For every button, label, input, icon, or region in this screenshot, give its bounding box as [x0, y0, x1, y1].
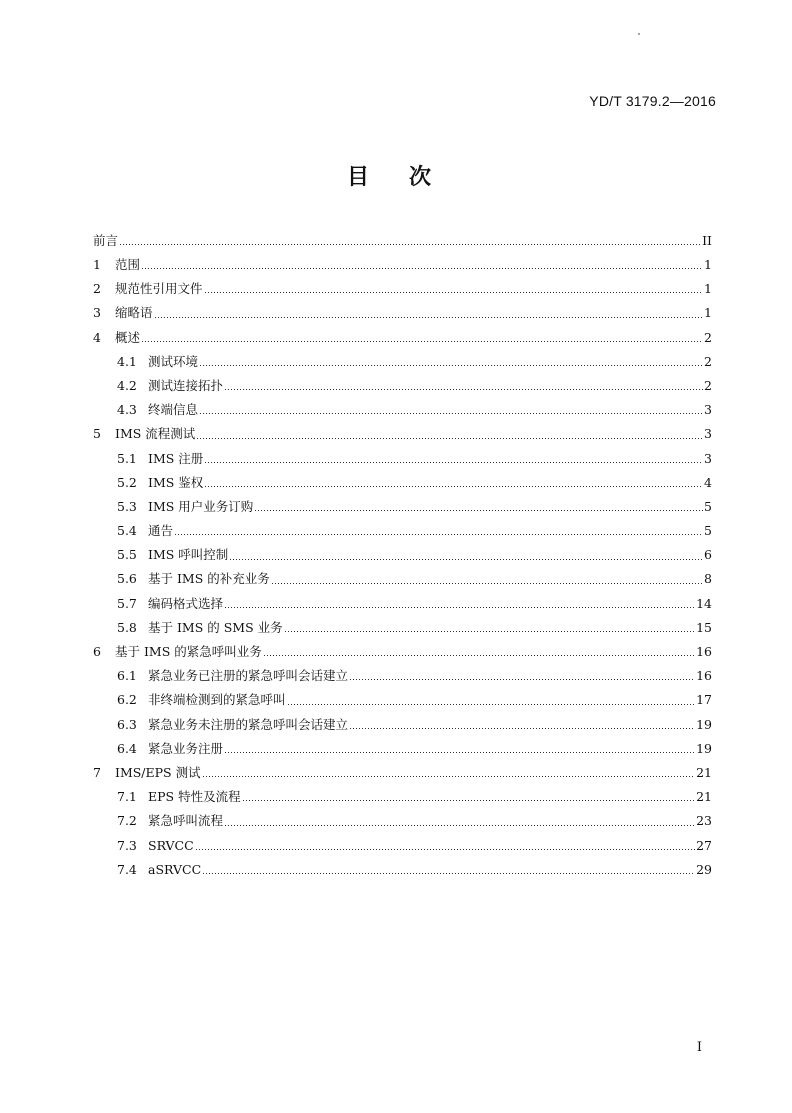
toc-entry-label: 非终端检测到的紧急呼叫 [148, 692, 286, 708]
toc-entry-label: 范围 [115, 257, 141, 273]
dot-leader [202, 767, 696, 779]
toc-entry-number: 4 [93, 329, 101, 345]
toc-entry-number: 7.3 [117, 837, 137, 853]
toc-entry-label: 概述 [115, 329, 141, 345]
toc-entry-label: EPS 特性及流程 [148, 789, 241, 805]
toc-entry[interactable] [93, 689, 712, 713]
toc-entry-number: 5.7 [117, 595, 137, 611]
toc-entry-page: 19 [696, 716, 712, 732]
dot-leader [224, 743, 695, 755]
dot-leader [141, 259, 703, 271]
toc-entry[interactable] [93, 785, 712, 809]
toc-entry-number: 2 [93, 281, 101, 297]
dot-leader [254, 501, 703, 513]
toc-entry[interactable] [93, 664, 712, 688]
toc-entry-number: 5.2 [117, 474, 137, 490]
toc-entry[interactable] [93, 737, 712, 761]
scan-speck [638, 33, 640, 35]
toc-entry-number: 7 [93, 764, 101, 780]
dot-leader [204, 283, 703, 295]
toc-entry-label: 基于 IMS 的补充业务 [148, 571, 270, 587]
toc-entry[interactable] [93, 519, 712, 543]
toc-entry-page: 2 [704, 377, 712, 393]
toc-entry[interactable] [93, 398, 712, 422]
toc-entry-number: 6.1 [117, 668, 137, 684]
dot-leader [199, 404, 703, 416]
toc-entry-page: 1 [704, 257, 712, 273]
toc-entry-label: IMS/EPS 测试 [115, 764, 201, 780]
dot-leader [349, 719, 695, 731]
toc-entry[interactable] [93, 761, 712, 785]
toc-entry-page: 21 [696, 764, 712, 780]
toc-entry-number: 4.1 [117, 353, 137, 369]
toc-entry-page: 16 [696, 668, 712, 684]
toc-entry[interactable] [93, 277, 712, 301]
dot-leader [224, 598, 695, 610]
dot-leader [119, 235, 701, 247]
dot-leader [204, 453, 703, 465]
toc-entry[interactable] [93, 253, 712, 277]
toc-entry-number: 6 [93, 644, 101, 660]
toc-entry-number: 6.4 [117, 740, 137, 756]
toc-entry-page: 5 [704, 498, 712, 514]
dot-leader [202, 864, 695, 876]
toc-entry-number: 4.2 [117, 377, 137, 393]
toc-entry[interactable] [93, 543, 712, 567]
toc-entry-label: SRVCC [148, 837, 194, 853]
table-of-contents [93, 229, 712, 882]
toc-entry-number: 5.8 [117, 619, 137, 635]
dot-leader [154, 308, 703, 320]
toc-entry-page: 8 [704, 571, 712, 587]
toc-entry[interactable] [93, 640, 712, 664]
toc-entry-page: 4 [704, 474, 712, 490]
dot-leader [287, 695, 696, 707]
toc-entry-number: 5.6 [117, 571, 137, 587]
toc-entry-label: 紧急业务注册 [148, 740, 224, 756]
toc-entry-page: 2 [704, 329, 712, 345]
dot-leader [271, 574, 703, 586]
toc-entry-number: 3 [93, 305, 101, 321]
toc-entry-page: 27 [696, 837, 712, 853]
toc-entry-label: IMS 呼叫控制 [148, 547, 229, 563]
dot-leader [229, 550, 703, 562]
toc-entry-label: 规范性引用文件 [115, 281, 203, 297]
toc-entry-label: 通告 [148, 523, 174, 539]
toc-entry-page: 15 [696, 619, 712, 635]
toc-entry-label: 紧急业务未注册的紧急呼叫会话建立 [148, 716, 349, 732]
toc-entry[interactable] [93, 592, 712, 616]
toc-entry-label: IMS 注册 [148, 450, 204, 466]
dot-leader [349, 670, 695, 682]
toc-entry[interactable] [93, 834, 712, 858]
toc-entry-number: 7.2 [117, 813, 137, 829]
toc-entry-number: 6.2 [117, 692, 137, 708]
toc-entry[interactable] [93, 423, 712, 447]
toc-entry-page: 3 [704, 450, 712, 466]
toc-entry-page: 17 [696, 692, 712, 708]
toc-entry-label: IMS 流程测试 [115, 426, 196, 442]
toc-entry-page: 6 [704, 547, 712, 563]
toc-entry-label: aSRVCC [148, 861, 202, 877]
dot-leader [196, 429, 703, 441]
toc-entry[interactable] [93, 326, 712, 350]
dot-leader [284, 622, 695, 634]
dot-leader [141, 332, 703, 344]
toc-entry[interactable] [93, 858, 712, 882]
page-title: 目次 [346, 165, 471, 190]
toc-entry-page: 19 [696, 740, 712, 756]
dot-leader [263, 646, 695, 658]
toc-entry-number: 4.3 [117, 402, 137, 418]
toc-entry-number: 5.5 [117, 547, 137, 563]
toc-entry[interactable] [93, 229, 712, 253]
toc-entry[interactable] [93, 616, 712, 640]
toc-entry[interactable] [93, 568, 712, 592]
toc-entry-label: 紧急呼叫流程 [148, 813, 224, 829]
toc-entry-number: 7.4 [117, 861, 137, 877]
dot-leader [224, 380, 703, 392]
dot-leader [199, 356, 703, 368]
toc-entry-number: 7.1 [117, 789, 137, 805]
toc-entry-page: 14 [696, 595, 712, 611]
toc-entry-label: 终端信息 [148, 402, 199, 418]
toc-entry-page: 5 [704, 523, 712, 539]
toc-entry-label: 基于 IMS 的紧急呼叫业务 [115, 644, 262, 660]
dot-leader [204, 477, 703, 489]
toc-entry-page: 2 [704, 353, 712, 369]
toc-entry-number: 1 [93, 257, 101, 273]
toc-entry[interactable] [93, 713, 712, 737]
toc-entry-label: IMS 用户业务订购 [148, 498, 254, 514]
toc-entry-label: 前言 [93, 232, 119, 248]
toc-entry-page: 23 [696, 813, 712, 829]
standard-code: YD/T 3179.2—2016 [589, 93, 716, 109]
toc-entry[interactable] [93, 495, 712, 519]
toc-entry-number: 5.4 [117, 523, 137, 539]
toc-entry[interactable] [93, 810, 712, 834]
toc-entry-page: 3 [704, 402, 712, 418]
toc-entry-label: 编码格式选择 [148, 595, 224, 611]
toc-entry-page: II [702, 232, 712, 248]
toc-entry[interactable] [93, 374, 712, 398]
toc-entry-number: 5.1 [117, 450, 137, 466]
page-number: I [696, 1040, 702, 1055]
toc-entry-page: 21 [696, 789, 712, 805]
dot-leader [242, 791, 696, 803]
dot-leader [195, 840, 695, 852]
toc-entry-page: 29 [696, 861, 712, 877]
toc-entry-number: 5.3 [117, 498, 137, 514]
dot-leader [224, 816, 695, 828]
toc-entry[interactable] [93, 302, 712, 326]
toc-entry-page: 3 [704, 426, 712, 442]
toc-entry-page: 1 [704, 281, 712, 297]
toc-entry[interactable] [93, 471, 712, 495]
toc-entry[interactable] [93, 447, 712, 471]
toc-entry-number: 5 [93, 426, 101, 442]
toc-entry-page: 1 [704, 305, 712, 321]
toc-entry-label: 测试连接拓扑 [148, 377, 224, 393]
toc-entry[interactable] [93, 350, 712, 374]
toc-entry-label: 缩略语 [115, 305, 153, 321]
dot-leader [174, 525, 703, 537]
toc-entry-number: 6.3 [117, 716, 137, 732]
toc-entry-label: 测试环境 [148, 353, 199, 369]
toc-entry-label: 基于 IMS 的 SMS 业务 [148, 619, 283, 635]
toc-entry-page: 16 [696, 644, 712, 660]
toc-entry-label: IMS 鉴权 [148, 474, 204, 490]
toc-entry-label: 紧急业务已注册的紧急呼叫会话建立 [148, 668, 349, 684]
